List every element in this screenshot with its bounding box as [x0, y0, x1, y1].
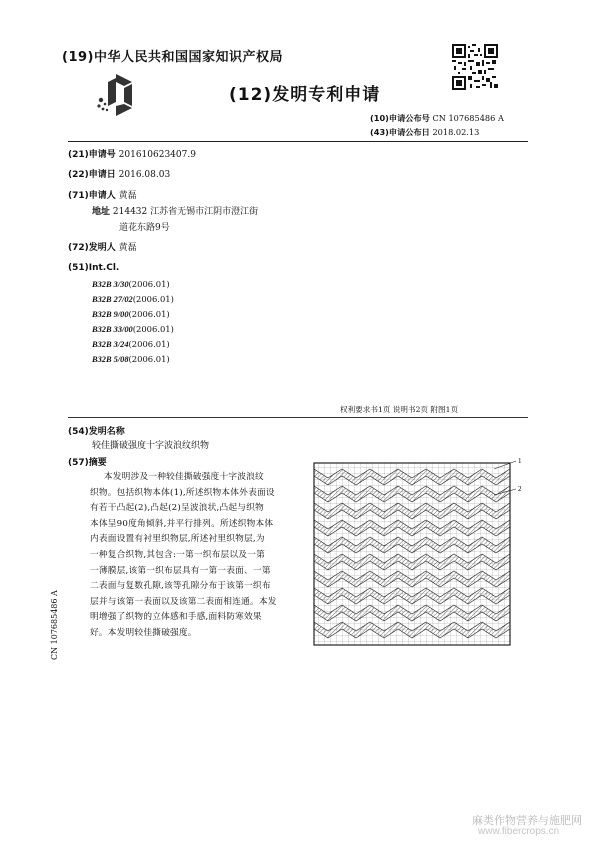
- qr-code: [452, 44, 498, 90]
- abstract-line: 内表面设置有衬里织物层,所述衬里织物层,为: [90, 534, 265, 545]
- ipc-code: B32B 3/24: [92, 340, 129, 349]
- ipc-version: (2006.01): [132, 294, 174, 304]
- abstract-line: 一种复合织物,其包含:一第一织布层以及一第: [90, 549, 265, 560]
- address-line-2: 道花东路9号: [119, 223, 170, 233]
- abstract-line: 二表面与复数孔隙,该等孔隙分布于该第一织布: [90, 581, 271, 592]
- filing-date: 2016.08.03: [118, 170, 171, 180]
- publication-number-row: [370, 113, 504, 124]
- abstract-line: 有若干凸起(2),凸起(2)呈波浪状,凸起与织物: [90, 503, 264, 514]
- abstract-line: 本发明涉及一种较佳撕破强度十字波浪纹: [103, 472, 264, 482]
- abstract-line: 本体呈90度角倾斜,并平行排列。所述织物本体: [90, 518, 274, 529]
- ipc-classification: [92, 339, 170, 349]
- ipc-classification: [92, 309, 170, 319]
- section-divider: [68, 417, 528, 418]
- inventor-label: (72)发明人: [68, 243, 116, 253]
- address-label: 地址: [92, 207, 111, 217]
- ipc-code: B32B 3/30: [92, 280, 129, 289]
- filing-date-row: [68, 167, 170, 180]
- publication-date: 2018.02.13: [432, 127, 480, 137]
- ipc-version: (2006.01): [132, 324, 174, 334]
- watermark-site-name: 麻类作物营养与施肥网: [472, 815, 582, 827]
- ipc-version: (2006.01): [128, 354, 170, 364]
- abstract-text: [90, 470, 300, 642]
- publication-date-label: (43)申请公布日: [370, 127, 430, 137]
- publication-date-row: [370, 127, 479, 138]
- header-divider: [68, 141, 528, 142]
- application-number-row: [68, 147, 196, 160]
- inventor-name: 黄磊: [118, 243, 137, 253]
- filing-date-label: (22)申请日: [68, 170, 116, 180]
- address-row: [92, 204, 258, 217]
- document-type-title: (12)发明专利申请: [229, 85, 381, 105]
- ipc-code: B32B 9/00: [92, 310, 129, 319]
- figure-label-2: 2: [518, 485, 522, 493]
- int-cl-label: (51)Int.Cl.: [68, 263, 120, 273]
- page-count-info: 权利要求书1页 说明书2页 附图1页: [340, 405, 459, 414]
- fabric-drawing: [306, 455, 538, 651]
- ipc-version: (2006.01): [128, 309, 170, 319]
- side-publication-number: CN 107685486 A: [50, 590, 59, 660]
- publication-number-label: (10)申请公布号: [370, 113, 430, 123]
- abstract-line: 明增强了织物的立体感和手感,面料防寒效果: [90, 612, 262, 623]
- applicant-name: 黄磊: [118, 191, 137, 201]
- application-number-label: (21)申请号: [68, 150, 116, 160]
- ipc-version: (2006.01): [128, 339, 170, 349]
- publication-number: CN 107685486 A: [432, 113, 504, 123]
- abstract-line: 好。本发明较佳撕破强度。: [90, 627, 197, 638]
- ipc-code: B32B 33/00: [92, 325, 133, 334]
- abstract-line: 层并与该第一表面以及该第二表面相连通。本发: [90, 596, 277, 607]
- abstract-line: 一薄膜层,该第一织布层具有一第一表面、一第: [90, 565, 271, 576]
- ipc-classification: [92, 279, 170, 289]
- ipc-classification: [92, 294, 174, 304]
- office-name: (19)中华人民共和国国家知识产权局: [62, 50, 283, 65]
- ipc-code: B32B 5/08: [92, 355, 129, 364]
- abstract-label: (57)摘要: [68, 458, 107, 468]
- invention-name: 较佳撕破强度十字波浪纹织物: [92, 441, 210, 451]
- watermark-url: www.fibercrops.cn: [478, 826, 560, 837]
- address-line-1: 214432 江苏省无锡市江阴市澄江街: [112, 207, 259, 217]
- application-number: 201610623407.9: [118, 150, 196, 160]
- cnipa-logo: [94, 72, 136, 118]
- applicant-row: [68, 188, 137, 201]
- invention-name-label: (54)发明名称: [68, 427, 125, 437]
- inventor-row: [68, 240, 137, 253]
- applicant-label: (71)申请人: [68, 191, 116, 201]
- ipc-version: (2006.01): [128, 279, 170, 289]
- abstract-line: 织物。包括织物本体(1),所述织物本体外表面设: [90, 487, 275, 498]
- figure-label-1: 1: [518, 457, 522, 465]
- ipc-classification: [92, 324, 174, 334]
- ipc-classification: [92, 354, 170, 364]
- ipc-code: B32B 27/02: [92, 295, 133, 304]
